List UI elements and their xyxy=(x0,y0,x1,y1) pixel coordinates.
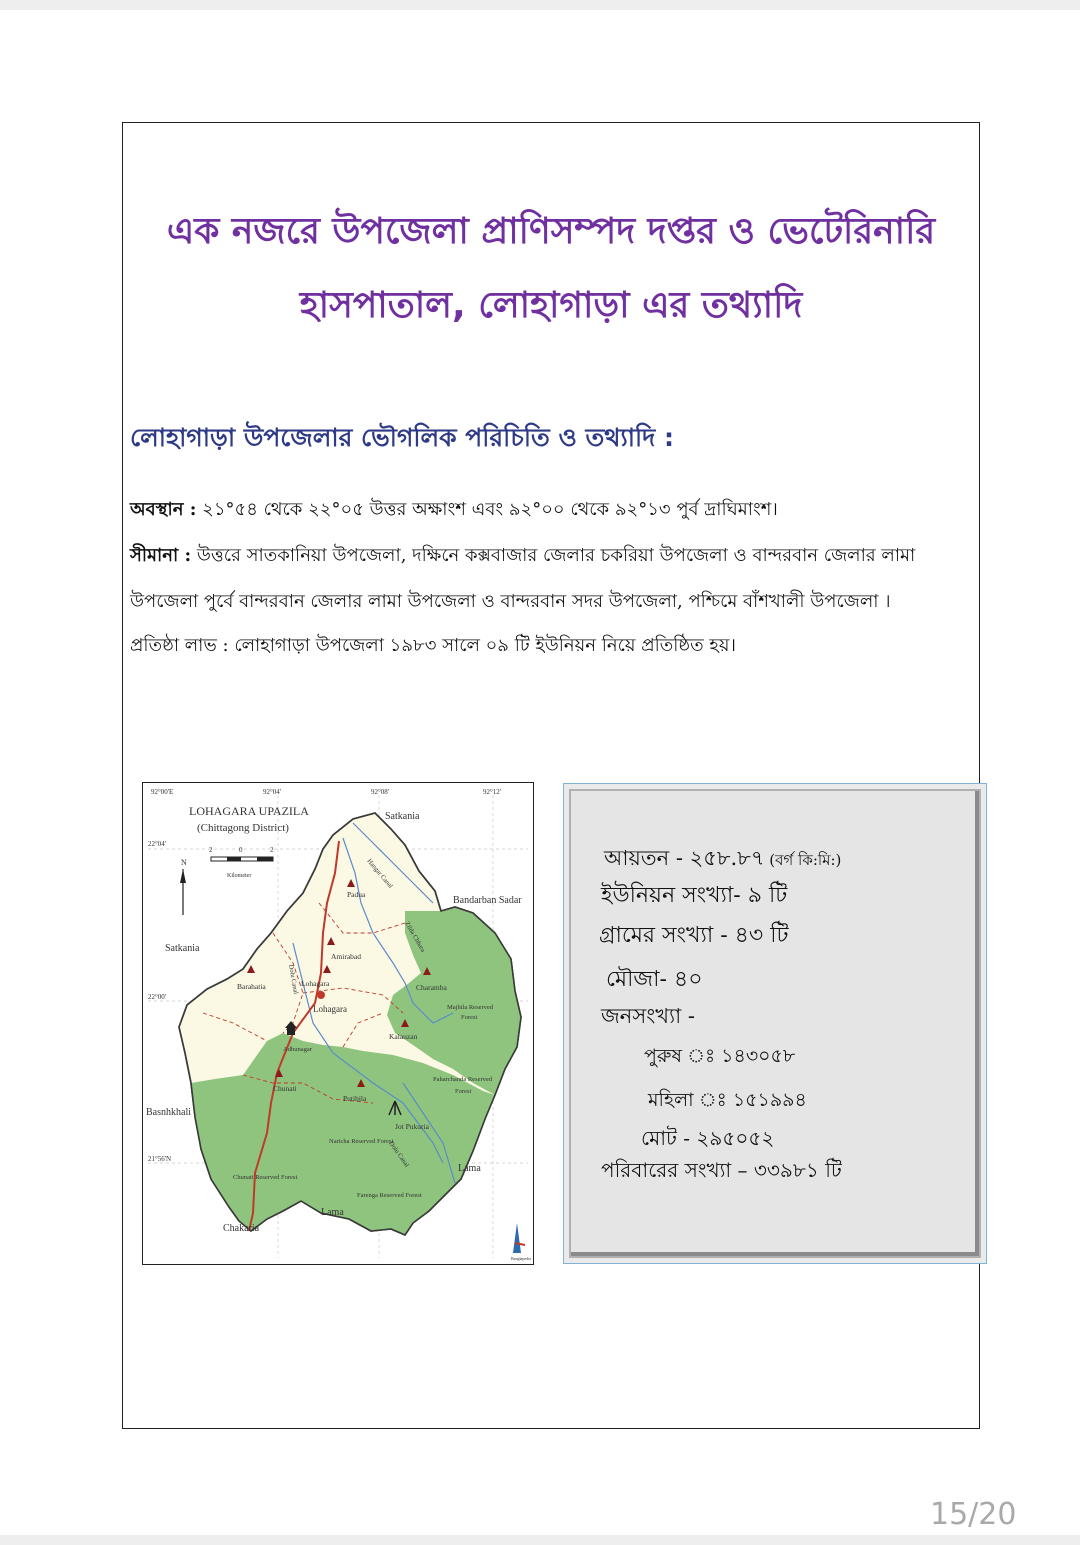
label-dolu-canal-2: Dolu Canal xyxy=(387,1140,411,1169)
label-hangar-canal: Hangar Canal xyxy=(365,857,394,890)
stat-area xyxy=(604,842,841,877)
scale-tick-2: 0 xyxy=(239,846,243,854)
lat-tick-1: 22°04' xyxy=(148,840,167,848)
label-lama-south: Lama xyxy=(321,1207,344,1218)
north-arrow-icon xyxy=(180,858,187,915)
label-adhunagar: Adhunagar xyxy=(283,1046,312,1053)
label-satkania-north: Satkania xyxy=(385,811,420,822)
upazila-map xyxy=(142,782,534,1265)
svg-text:N: N xyxy=(181,858,187,867)
scale-tick-3: 2 xyxy=(270,846,274,854)
established-label: প্রতিষ্ঠা লাভ : xyxy=(130,635,229,656)
section-heading: লোহাগাড়া উপজেলার ভৌগলিক পরিচিতি ও তথ্যাদি : xyxy=(130,423,674,452)
label-majhila-forest-2: Forest xyxy=(461,1014,478,1021)
label-lama-east: Lama xyxy=(458,1163,481,1174)
label-banshkhali: Basnhkhali xyxy=(146,1107,191,1118)
scale-bar xyxy=(209,846,274,879)
label-jot-pukuria: Jot Pukuria xyxy=(395,1122,429,1131)
scale-tick-1: 2 xyxy=(209,846,213,854)
label-chunati: Chunati xyxy=(273,1084,297,1093)
stats-panel xyxy=(563,783,987,1264)
label-barahatia: Barahatia xyxy=(237,982,266,991)
stat-female: মহিলা ঃ ১৫১৯৯৪ xyxy=(648,1089,807,1111)
banglapedia-logo xyxy=(511,1223,531,1261)
title-line-1: এক নজরে উপজেলা প্রাণিসম্পদ দপ্তর ও ভেটেরিনারি xyxy=(166,211,936,252)
label-kalauzan: Kalauzan xyxy=(389,1032,418,1041)
lon-tick-4: 92°12' xyxy=(483,788,502,796)
lon-tick-3: 92°08' xyxy=(371,788,390,796)
location-label: অবস্থান : xyxy=(130,499,197,520)
lon-tick-1: 92°00'E xyxy=(151,788,174,796)
label-bandarban-sadar: Bandarban Sadar xyxy=(453,895,522,906)
label-farenga-forest: Farenga Reserved Forest xyxy=(357,1192,422,1199)
label-amirabad: Amirabad xyxy=(331,952,361,961)
label-lohagara-town: Lohagara xyxy=(313,1004,347,1014)
boundary-line-2 xyxy=(130,589,970,615)
lon-tick-2: 92°04' xyxy=(263,788,282,796)
label-putibila: Putibila xyxy=(343,1094,367,1103)
stat-total: মোট - ২৯৫০৫২ xyxy=(641,1126,775,1150)
label-majhila-forest-1: Majhila Reserved xyxy=(447,1004,494,1011)
map-title: LOHAGARA UPAZILA xyxy=(189,804,309,818)
map-graphic xyxy=(143,783,532,1263)
label-zilda-chhara: Zilda Chhara xyxy=(403,920,427,954)
stat-unions: ইউনিয়ন সংখ্যা- ৯ টি xyxy=(601,883,788,908)
stat-area-value: আয়তন - ২৫৮.৮৭ xyxy=(604,846,765,870)
label-satkania-west: Satkania xyxy=(165,943,200,954)
stat-villages: গ্রামের সংখ্যা - ৪৩ টি xyxy=(599,923,789,948)
title-line-2: হাসপাতাল, লোহাগাড়া এর তথ্যাদি xyxy=(299,285,803,326)
stat-population: জনসংখ্যা - xyxy=(601,1004,695,1028)
boundary-text-2: উপজেলা পুর্বে বান্দরবান জেলার লামা উপজেলা ও বান্দরবান সদর উপজেলা, পশ্চিমে বাঁশখালী উপজেলা । xyxy=(130,591,891,612)
boundary-line xyxy=(130,543,970,569)
label-lohagara-union: Lohagara xyxy=(301,979,330,988)
label-naricha-forest: Naricha Reserved Forest xyxy=(329,1138,394,1145)
label-charamba: Charamba xyxy=(416,983,447,992)
stat-male: পুরুষ ঃ ১৪৩০৫৮ xyxy=(644,1045,796,1067)
location-text: ২১°৫৪ থেকে ২২°০৫ উত্তর অক্ষাংশ এবং ৯২°০০ থেকে ৯২°১৩ পুর্ব দ্রাঘিমাংশ। xyxy=(196,499,778,520)
label-paharchanda-forest-1: Paharchanda Reserved xyxy=(433,1076,493,1083)
svg-text:Banglapedia: Banglapedia xyxy=(511,1256,531,1261)
stat-mouza: মৌজা- ৪০ xyxy=(606,967,703,992)
stat-households: পরিবারের সংখ্যা – ৩৩৯৮১ টি xyxy=(601,1158,842,1182)
stat-area-unit: (বর্গ কি:মি:) xyxy=(764,851,842,869)
map-subtitle: (Chittagong District) xyxy=(197,822,289,834)
page-indicator: 15/20 xyxy=(930,1497,1017,1532)
label-chunati-forest: Chunati Reserved Forest xyxy=(233,1174,298,1181)
label-chakaria: Chakaria xyxy=(223,1223,260,1234)
location-line xyxy=(130,497,970,523)
established-text: লোহাগাড়া উপজেলা ১৯৮৩ সালে ০৯ টি ইউনিয়ন নিয়ে প্রতিষ্ঠিত হয়। xyxy=(228,635,736,656)
label-padua: Padua xyxy=(347,890,366,899)
lat-tick-2: 22°00' xyxy=(148,993,167,1001)
scale-label: Kilometer xyxy=(227,873,252,879)
label-dolu-canal-1: Dolu Canal xyxy=(287,964,300,995)
lat-tick-3: 21°56'N xyxy=(148,1155,172,1163)
boundary-text-1: উত্তরে সাতকানিয়া উপজেলা, দক্ষিনে কক্সবাজার জেলার চকরিয়া উপজেলা ও বান্দরবান জেলার লামা xyxy=(191,545,916,566)
label-paharchanda-forest-2: Forest xyxy=(455,1088,472,1095)
established-line xyxy=(130,633,970,659)
document-title xyxy=(140,195,962,343)
viewer-bottom-strip xyxy=(0,1535,1080,1545)
boundary-label: সীমানা : xyxy=(130,545,192,566)
viewer-top-strip xyxy=(0,0,1080,10)
